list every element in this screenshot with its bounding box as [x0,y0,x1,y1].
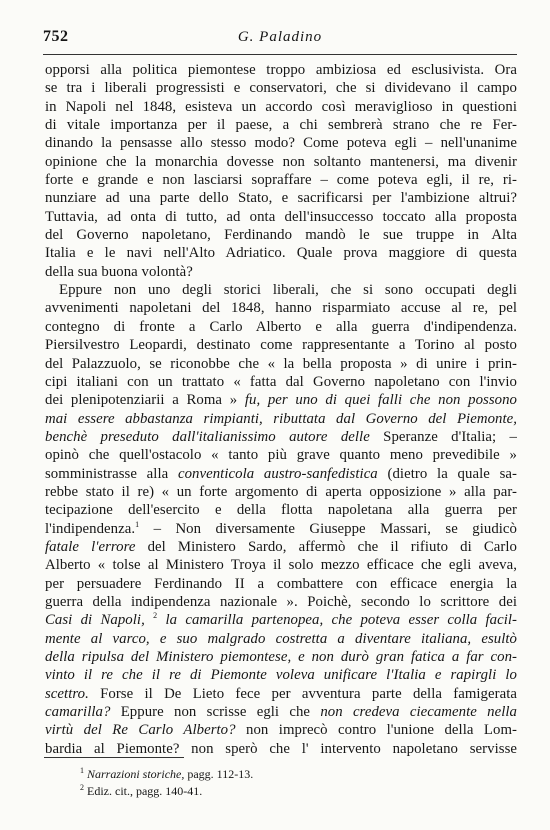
text-line [45,666,517,684]
text-run: pagg. 112-13. [184,767,254,781]
text-run: Ediz. cit., pagg. 140-41. [84,784,203,798]
text-run: Tuttavia, ad onta di tutto, ad onta dell'insuccesso toccato alla proposta [45,208,517,225]
text-run: Alberto « tolse al Ministero Troya il solo mezzo efficace che egli aveva, [45,557,517,574]
text-line [45,373,517,391]
text-line [45,226,517,244]
text-line [45,538,517,556]
text-line [45,281,517,299]
italic-text: fatale l'errore [45,538,136,555]
page-number: 752 [43,28,69,45]
body-text [45,61,517,758]
italic-text: Casi di Napoli, [45,612,145,629]
text-run: se tra i liberali progressisti e conservatori, che si dividevano il campo [45,80,517,97]
text-line [45,465,517,483]
text-line [45,428,517,446]
text-line [45,685,517,703]
text-line [45,134,517,152]
text-line [45,318,517,336]
running-head: G. Paladino [237,29,323,45]
text-run: – Non diversamente Giuseppe Massari, se giudicò [139,520,517,537]
text-run: Speranze d'Italia; – [369,428,517,445]
footnote [80,766,500,783]
italic-text: mente al varco, e suo malgrado costretta a diventare italiana, esultò [45,630,517,647]
text-run: l'indipendenza. [45,520,136,537]
text-line [45,740,517,758]
text-line [45,116,517,134]
text-run: opporsi alla politica piemontese troppo ambiziosa ed esclusivista. Ora [45,62,517,78]
text-line [45,299,517,317]
text-run: Forse il De Lieto fece per avventura parte della famigerata [88,685,517,702]
text-run: rebbe stato il re) « un forte argomento di aperta opposizione » alla par- [45,483,517,500]
text-run: Eppure non scrisse egli che [110,704,321,721]
text-run: somministrasse alla [45,465,178,482]
text-run: contegno di fronte a Carlo Alberto e alla guerra d'indipendenza. [45,318,517,335]
text-run: del Palazzuolo, se riconobbe che « la bella proposta » di unire i prin- [45,355,517,372]
text-line [45,648,517,666]
text-run: Italia e le navi nell'Alto Adriatico. Quale prova maggiore di questa [45,245,517,262]
text-line [45,355,517,373]
text-run: bardia al Piemonte? non sperò che l' intervento napoletano servisse [45,740,517,757]
footnote-rule [44,757,184,758]
text-run: nunziare ad una parte dello Stato, e sacrificarsi per l'ambizione altrui? [45,190,517,207]
text-line [45,98,517,116]
text-line [45,501,517,519]
text-run: (dietro la quale sa- [377,465,517,482]
text-run: del Governo napoletano, Ferdinando mandò le sue truppe in Alta [45,227,517,244]
italic-text: benchè preseduto dall'italianissimo autore delle [45,428,370,445]
text-run: non imprecò contro l'unione della Lom- [235,722,517,739]
text-run: della sua buona volontà? [45,263,193,280]
text-line [45,630,517,648]
footnote-ref: 1 [135,519,140,529]
text-run: opinò che quell'ostacolo « tanto più grave quanto meno prevedibile » [45,447,517,464]
italic-text: non credeva ciecamente nella [320,704,517,721]
italic-text: della ripulsa del Ministero piemontese, e non durò gran fatica a far con- [45,649,517,665]
text-line [45,336,517,354]
text-run: tecipazione dell'esercito e della flotta napoletana alla guerra per [45,502,517,519]
footnotes [80,766,500,800]
text-line [45,611,517,629]
text-line [45,189,517,207]
text-line [45,721,517,739]
text-run: guerra della indipendenza nazionale ». Poichè, secondo lo scrittore dei [45,593,517,610]
text-run: in Napoli nel 1848, esisteva un accordo così meraviglioso in questioni [45,98,517,115]
text-line [45,171,517,189]
text-line [45,244,517,262]
text-line [45,703,517,721]
text-run: di vitale importanza per il paese, a chi sembrerà strano che re Fer- [45,117,517,134]
footnote-ref: 2 [80,783,84,792]
text-line [45,153,517,171]
text-line [45,79,517,97]
footnote-ref: 1 [80,766,84,775]
text-line [45,391,517,409]
header-rule [43,54,517,55]
italic-text: conventicola austro-sanfedistica [177,465,378,482]
footnote-ref: 2 [153,611,158,621]
italic-text: virtù del Re Carlo Alberto? [45,722,236,739]
text-line [45,410,517,428]
italic-text: camarilla? [45,704,111,721]
text-line [45,446,517,464]
text-run: opinione che la monarchia dovesse non soltanto mantenersi, ma divenir [45,153,517,170]
text-run: avvenimenti napoletani del 1848, hanno risparmiato accuse al re, pel [45,300,517,317]
text-line [45,575,517,593]
text-run: Piersilvestro Leopardi, destinato come rappresentante a Torino al posto [45,337,517,354]
text-line [45,208,517,226]
page-header [43,28,517,50]
text-run [145,612,153,628]
italic-text: mai essere abbastanza rimpianti, ributtata dal Governo del Piemonte, [45,410,517,427]
text-run: Eppure non uno degli storici liberali, che si sono occupati degli [59,282,517,299]
italic-text: Narrazioni storiche, [87,767,185,781]
text-line [45,263,517,281]
text-run: forte e grande e non lasciarsi sopraffare – come poteva egli, il re, ri- [45,172,517,189]
italic-text: vinto il re che il re di Piemonte voleva unificare l'Italia e rapirgli lo [45,667,517,684]
text-run: per persuadere Ferdinando II a combattere con efficace energia la [45,575,517,592]
text-run: dinando la pensasse allo stesso modo? Come poteva egli – nell'unanime [45,135,517,152]
text-line [45,520,517,538]
text-line [45,556,517,574]
italic-text: scettro. [45,685,89,702]
text-run: del Ministero Sardo, affermò che il rifiuto di Carlo [135,538,517,555]
italic-text: fu, per uno di quei falli che non possono [244,392,517,409]
text-run: cipi italiani con un trattato « fatta dal Governo napoletano con l'invio [45,373,517,390]
text-line [45,61,517,79]
text-line [45,593,517,611]
text-run: dei plenipotenziarii a Roma » [45,392,245,409]
text-line [45,483,517,501]
italic-text: la camarilla partenopea, che poteva esser colla facil- [165,612,517,629]
footnote [80,783,500,800]
